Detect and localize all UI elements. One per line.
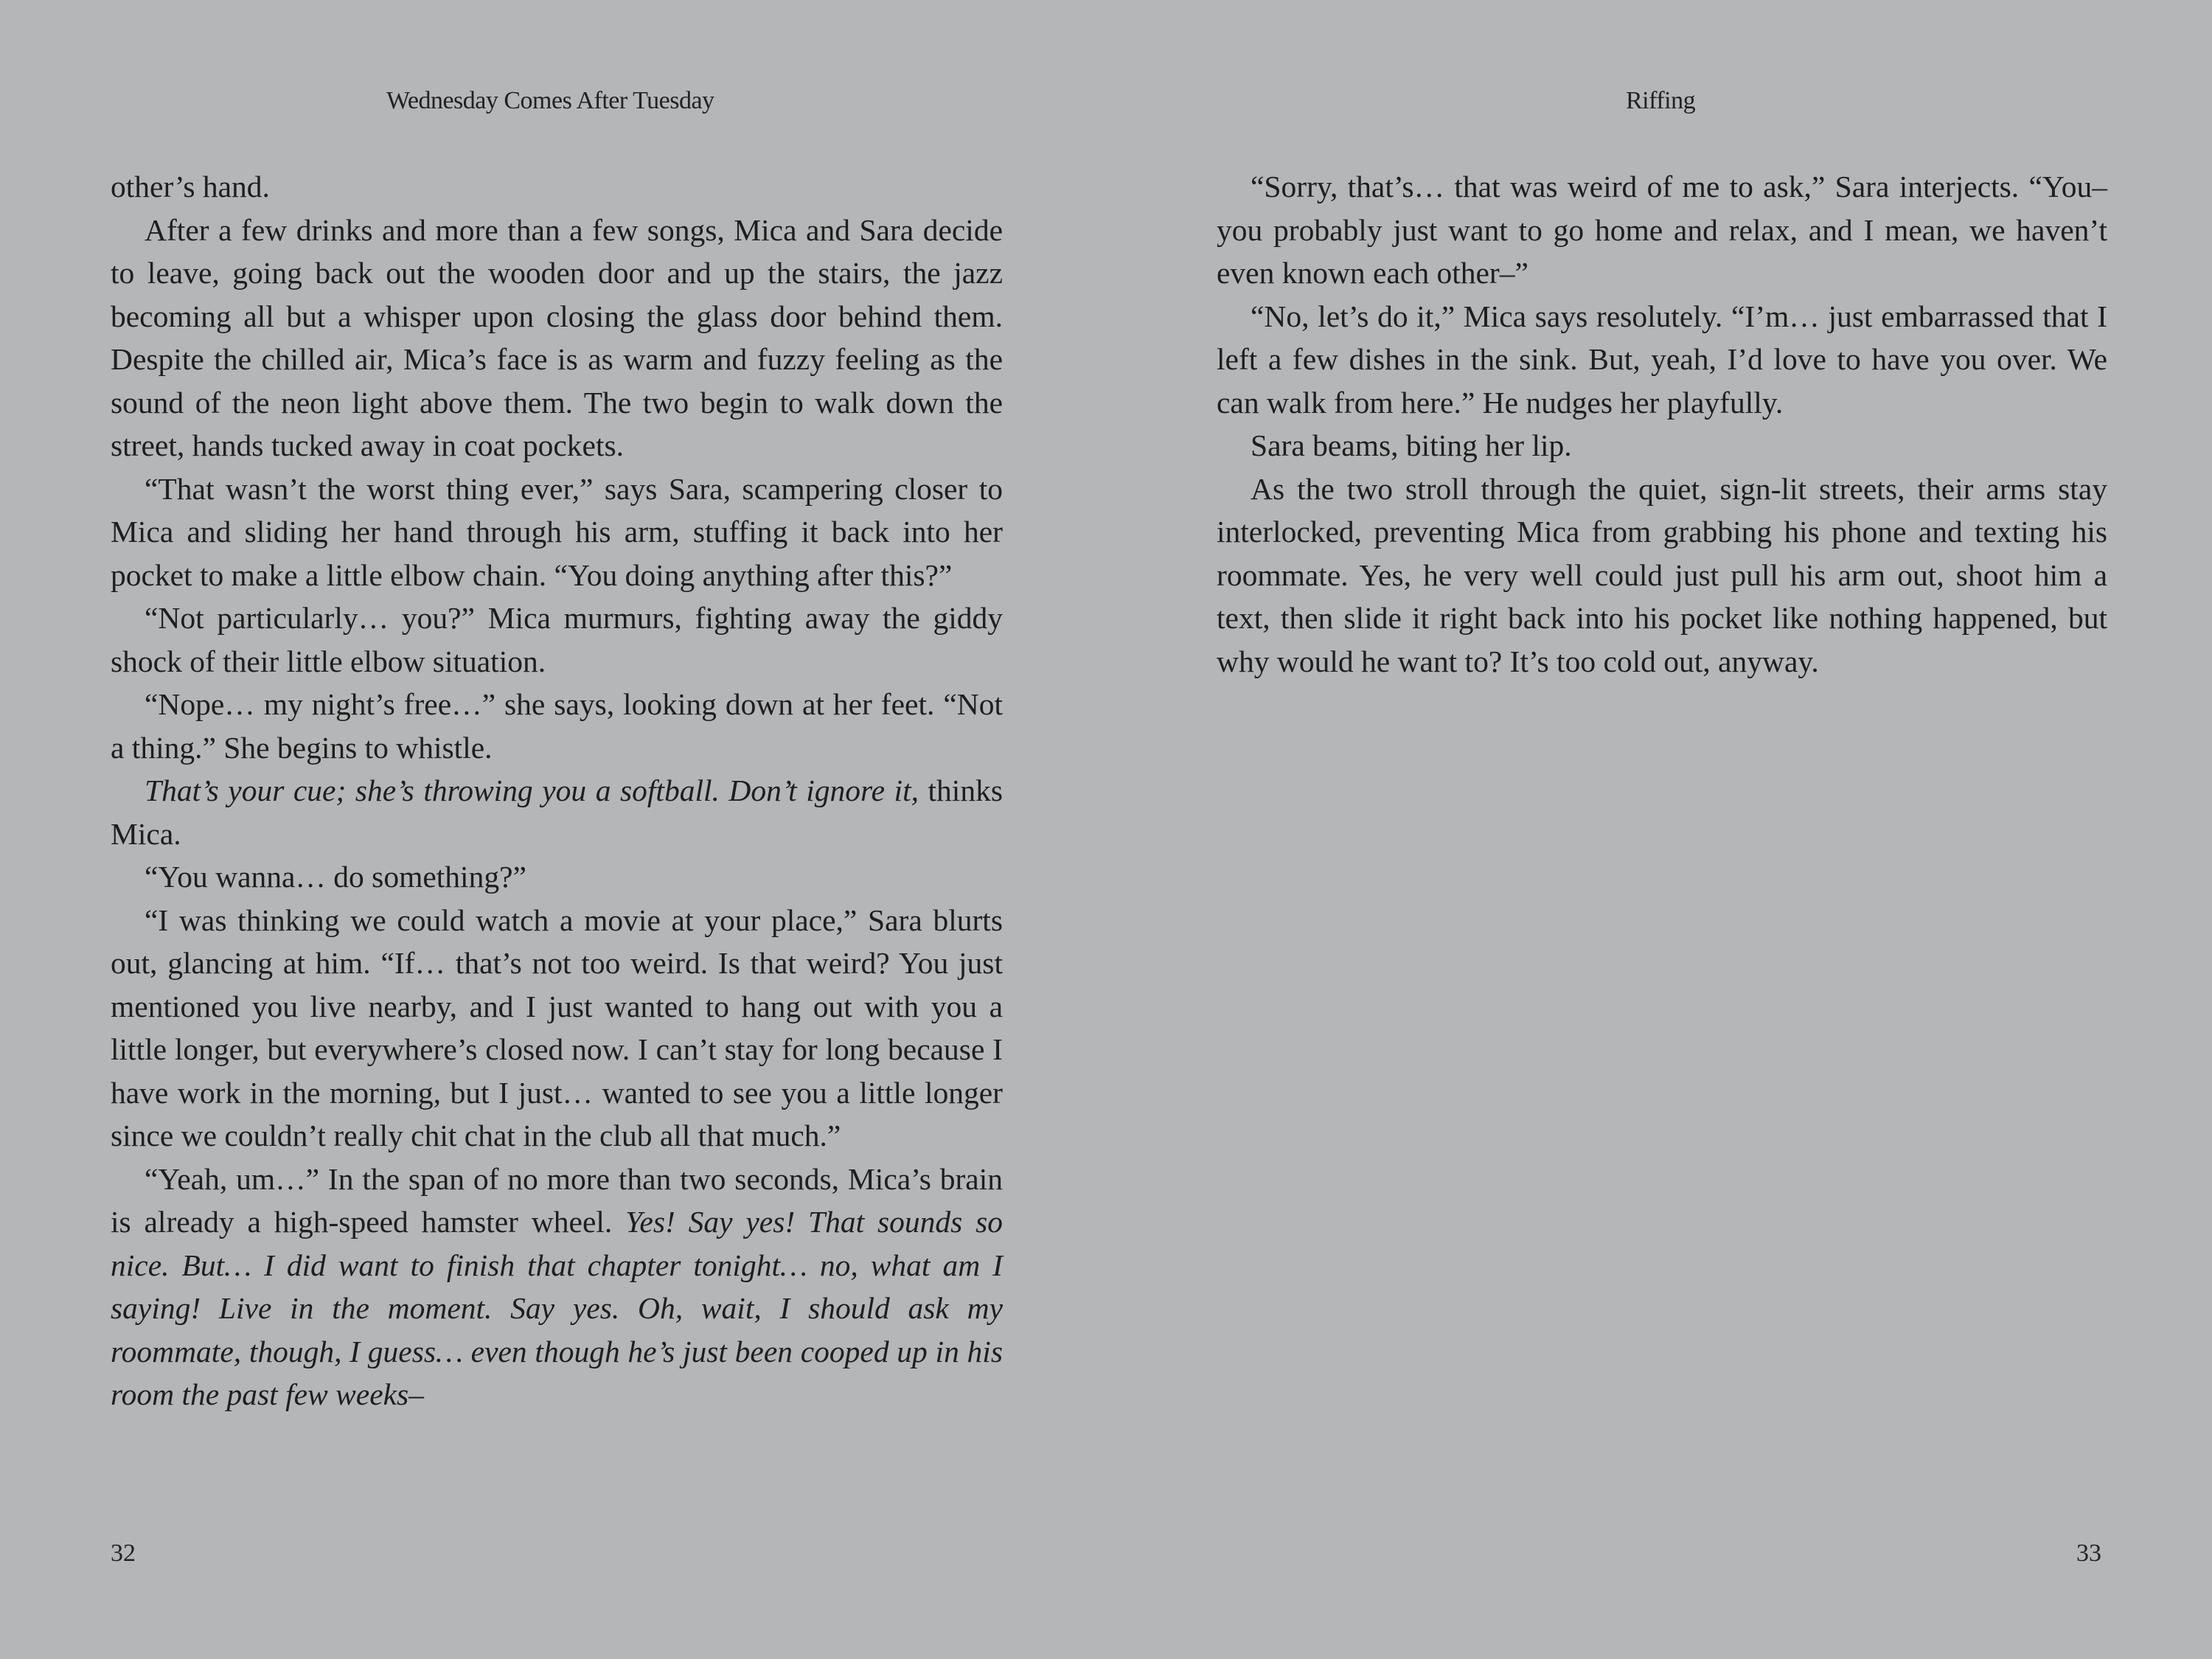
text-segment: “Not particularly… you?” Mica murmurs, fighting away the giddy shock of their little elbow situation. [111, 601, 1003, 678]
running-head-right: Riffing [1626, 87, 1696, 114]
text-segment: “Yeah, um…” In the span of no more than two seconds, Mica’s brain is already a high-speed hamster wheel. [111, 1161, 1003, 1239]
paragraph [111, 467, 1003, 597]
body-text-left [111, 165, 1003, 1416]
text-segment: “That wasn’t the worst thing ever,” says Sara, scampering closer to Mica and sliding her hand through his arm, stuffing it back into her pocket to make a little elbow chain. “You doing anything after this?” [111, 471, 1003, 592]
paragraph [111, 769, 1003, 855]
text-segment: other’s hand. [111, 170, 270, 204]
page-number-right: 33 [2076, 1540, 2101, 1567]
italic-text-segment: Yes! Say yes! That sounds so nice. But… I did want to finish that chapter tonight… no, what am I saying! Live in the moment. Say yes. Oh, wait, I should ask my roommate, though, I guess… even though he’s just been cooped up in his room the past few weeks– [111, 1205, 1004, 1411]
text-segment: Sara beams, biting her lip. [1251, 428, 1572, 462]
text-segment: “Nope… my night’s free…” she says, looking down at her feet. “Not a thing.” She begins to whistle. [111, 687, 1003, 765]
text-segment: “You wanna… do something?” [145, 860, 526, 894]
text-segment: As the two stroll through the quiet, sign-lit streets, their arms stay interlocked, preventing Mica from grabbing his phone and texting his roommate. Yes, he very well could just pull his arm out, shoot him a text, then slide it right back into his pocket like nothing happened, but why would he want to? It’s too cold out, anyway. [1217, 471, 2107, 678]
paragraph [111, 597, 1003, 683]
paragraph [1217, 295, 2107, 425]
text-segment: thinks Mica. [111, 773, 1003, 851]
body-text-right [1217, 165, 2107, 683]
paragraph [111, 1158, 1003, 1416]
paragraph [111, 855, 1003, 899]
page-number-left: 32 [111, 1540, 136, 1567]
running-head-left: Wednesday Comes After Tuesday [386, 87, 714, 114]
paragraph [111, 209, 1003, 467]
text-segment: “Sorry, that’s… that was weird of me to ask,” Sara interjects. “You– you probably just want to go home and relax, and I mean, we haven’t even known each other–” [1217, 170, 2107, 290]
text-segment: “I was thinking we could watch a movie at your place,” Sara blurts out, glancing at him. “If… that’s not too weird. Is that weird? You just mentioned you live nearby, and I just wanted to hang out with you a little longer, but everywhere’s closed now. I can’t stay for long because I have work in the morning, but I just… wanted to see you a little longer since we couldn’t really chit chat in the club all that much.” [111, 902, 1003, 1152]
paragraph [111, 683, 1003, 769]
text-segment: After a few drinks and more than a few songs, Mica and Sara decide to leave, going back out the wooden door and up the stairs, the jazz becoming all but a whisper upon closing the glass door behind them. Despite the chilled air, Mica’s face is as warm and fuzzy feeling as the sound of the neon light above them. The two begin to walk down the street, hands tucked away in coat pockets. [111, 212, 1003, 462]
italic-text-segment: That’s your cue; she’s throwing you a softball. Don’t ignore it, [145, 773, 919, 807]
paragraph [1217, 165, 2107, 295]
right-page [1106, 0, 2212, 1659]
paragraph [1217, 424, 2107, 467]
paragraph [111, 899, 1003, 1158]
paragraph [111, 165, 1003, 209]
paragraph [1217, 467, 2107, 684]
text-segment: “No, let’s do it,” Mica says resolutely. “I’m… just embarrassed that I left a few dishes in the sink. But, yeah, I’d love to have you over. We can walk from here.” He nudges her playfully. [1217, 299, 2107, 420]
